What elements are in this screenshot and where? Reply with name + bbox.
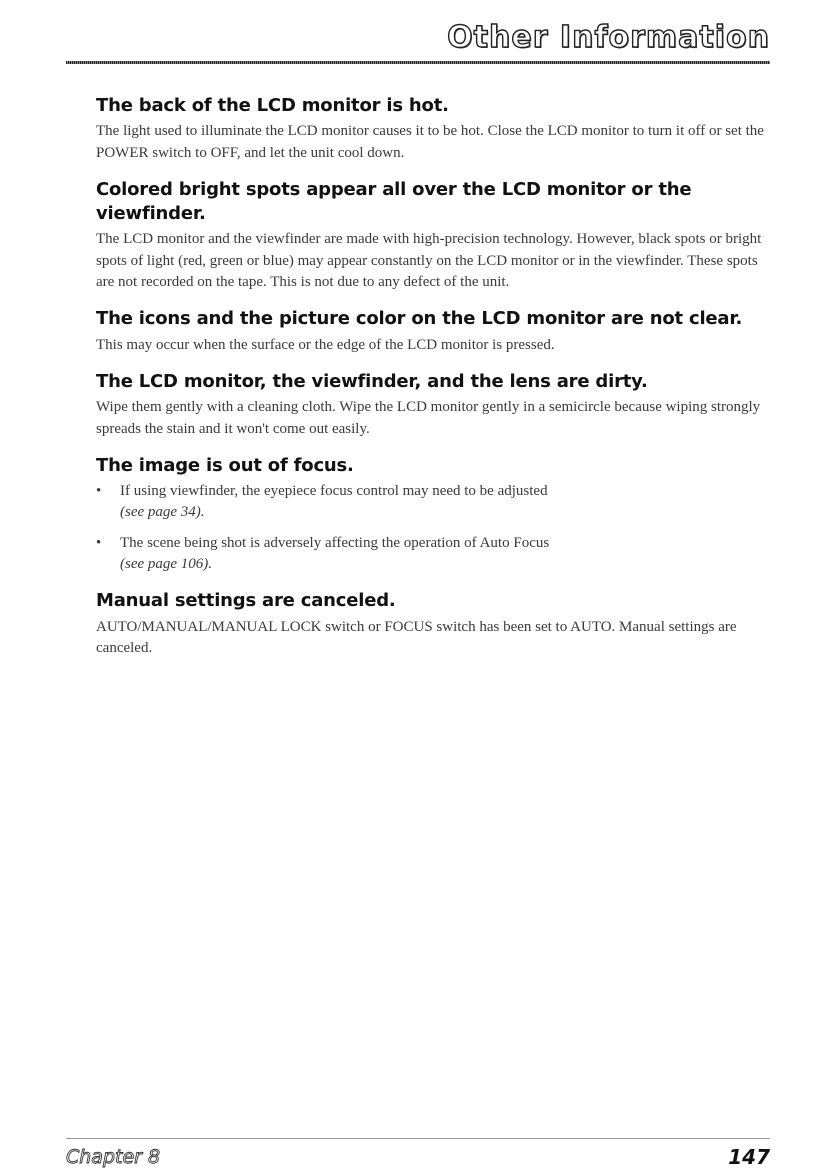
section-heading: The image is out of focus. <box>96 454 354 476</box>
page-content <box>96 94 776 673</box>
section-body: This may occur when the surface or the edge of the LCD monitor is pressed. <box>96 336 555 353</box>
section-heading: The icons and the picture color on the LCD monitor are not clear. <box>96 308 743 330</box>
section-body: Wipe them gently with a cleaning cloth. Wipe the LCD monitor gently in a semicircle because wiping strongly spreads the stain and it won't come out easily. <box>96 399 761 437</box>
footer-chapter: Chapter 8 <box>66 1146 161 1168</box>
page-reference: (see page 34). <box>120 504 205 521</box>
bullet-text: If using viewfinder, the eyepiece focus control may need to be adjusted <box>120 483 548 500</box>
section-heading: The back of the LCD monitor is hot. <box>96 95 449 116</box>
section-out-of-focus <box>96 454 776 575</box>
section-heading: Manual settings are canceled. <box>96 590 396 612</box>
section-manual-canceled <box>96 589 776 659</box>
section-body: The light used to illuminate the LCD monitor causes it to be hot. Close the LCD monitor to turn it off or set the POWER switch to OFF, and let the unit cool down. <box>96 123 764 161</box>
page-header-title: Other Information <box>447 20 770 55</box>
section-body: The LCD monitor and the viewfinder are made with high-precision technology. However, black spots or bright spots of light (red, green or blue) may appear constantly on the LCD monitor or in the viewfinder. These spots are not recorded on the tape. This is not due to any defect of the unit. <box>96 231 762 291</box>
bullet-list <box>96 481 776 575</box>
section-dirty <box>96 370 776 440</box>
section-heading: The LCD monitor, the viewfinder, and the lens are dirty. <box>96 370 648 392</box>
section-icons-not-clear <box>96 307 776 356</box>
section-bright-spots <box>96 178 776 293</box>
section-lcd-hot <box>96 94 776 164</box>
section-body: AUTO/MANUAL/MANUAL LOCK switch or FOCUS switch has been set to AUTO. Manual settings are canceled. <box>96 618 737 656</box>
page-reference: (see page 106). <box>120 556 213 573</box>
bullet-dot-icon: • <box>96 534 102 551</box>
bullet-item <box>96 481 776 524</box>
footer-rule <box>66 1138 770 1139</box>
footer-page-number: 147 <box>728 1145 770 1169</box>
section-heading: Colored bright spots appear all over the LCD monitor or the viewfinder. <box>96 178 692 225</box>
bullet-item <box>96 533 776 576</box>
bullet-dot-icon: • <box>96 483 102 500</box>
bullet-text: The scene being shot is adversely affecting the operation of Auto Focus <box>120 534 550 551</box>
header-rule <box>66 61 770 64</box>
